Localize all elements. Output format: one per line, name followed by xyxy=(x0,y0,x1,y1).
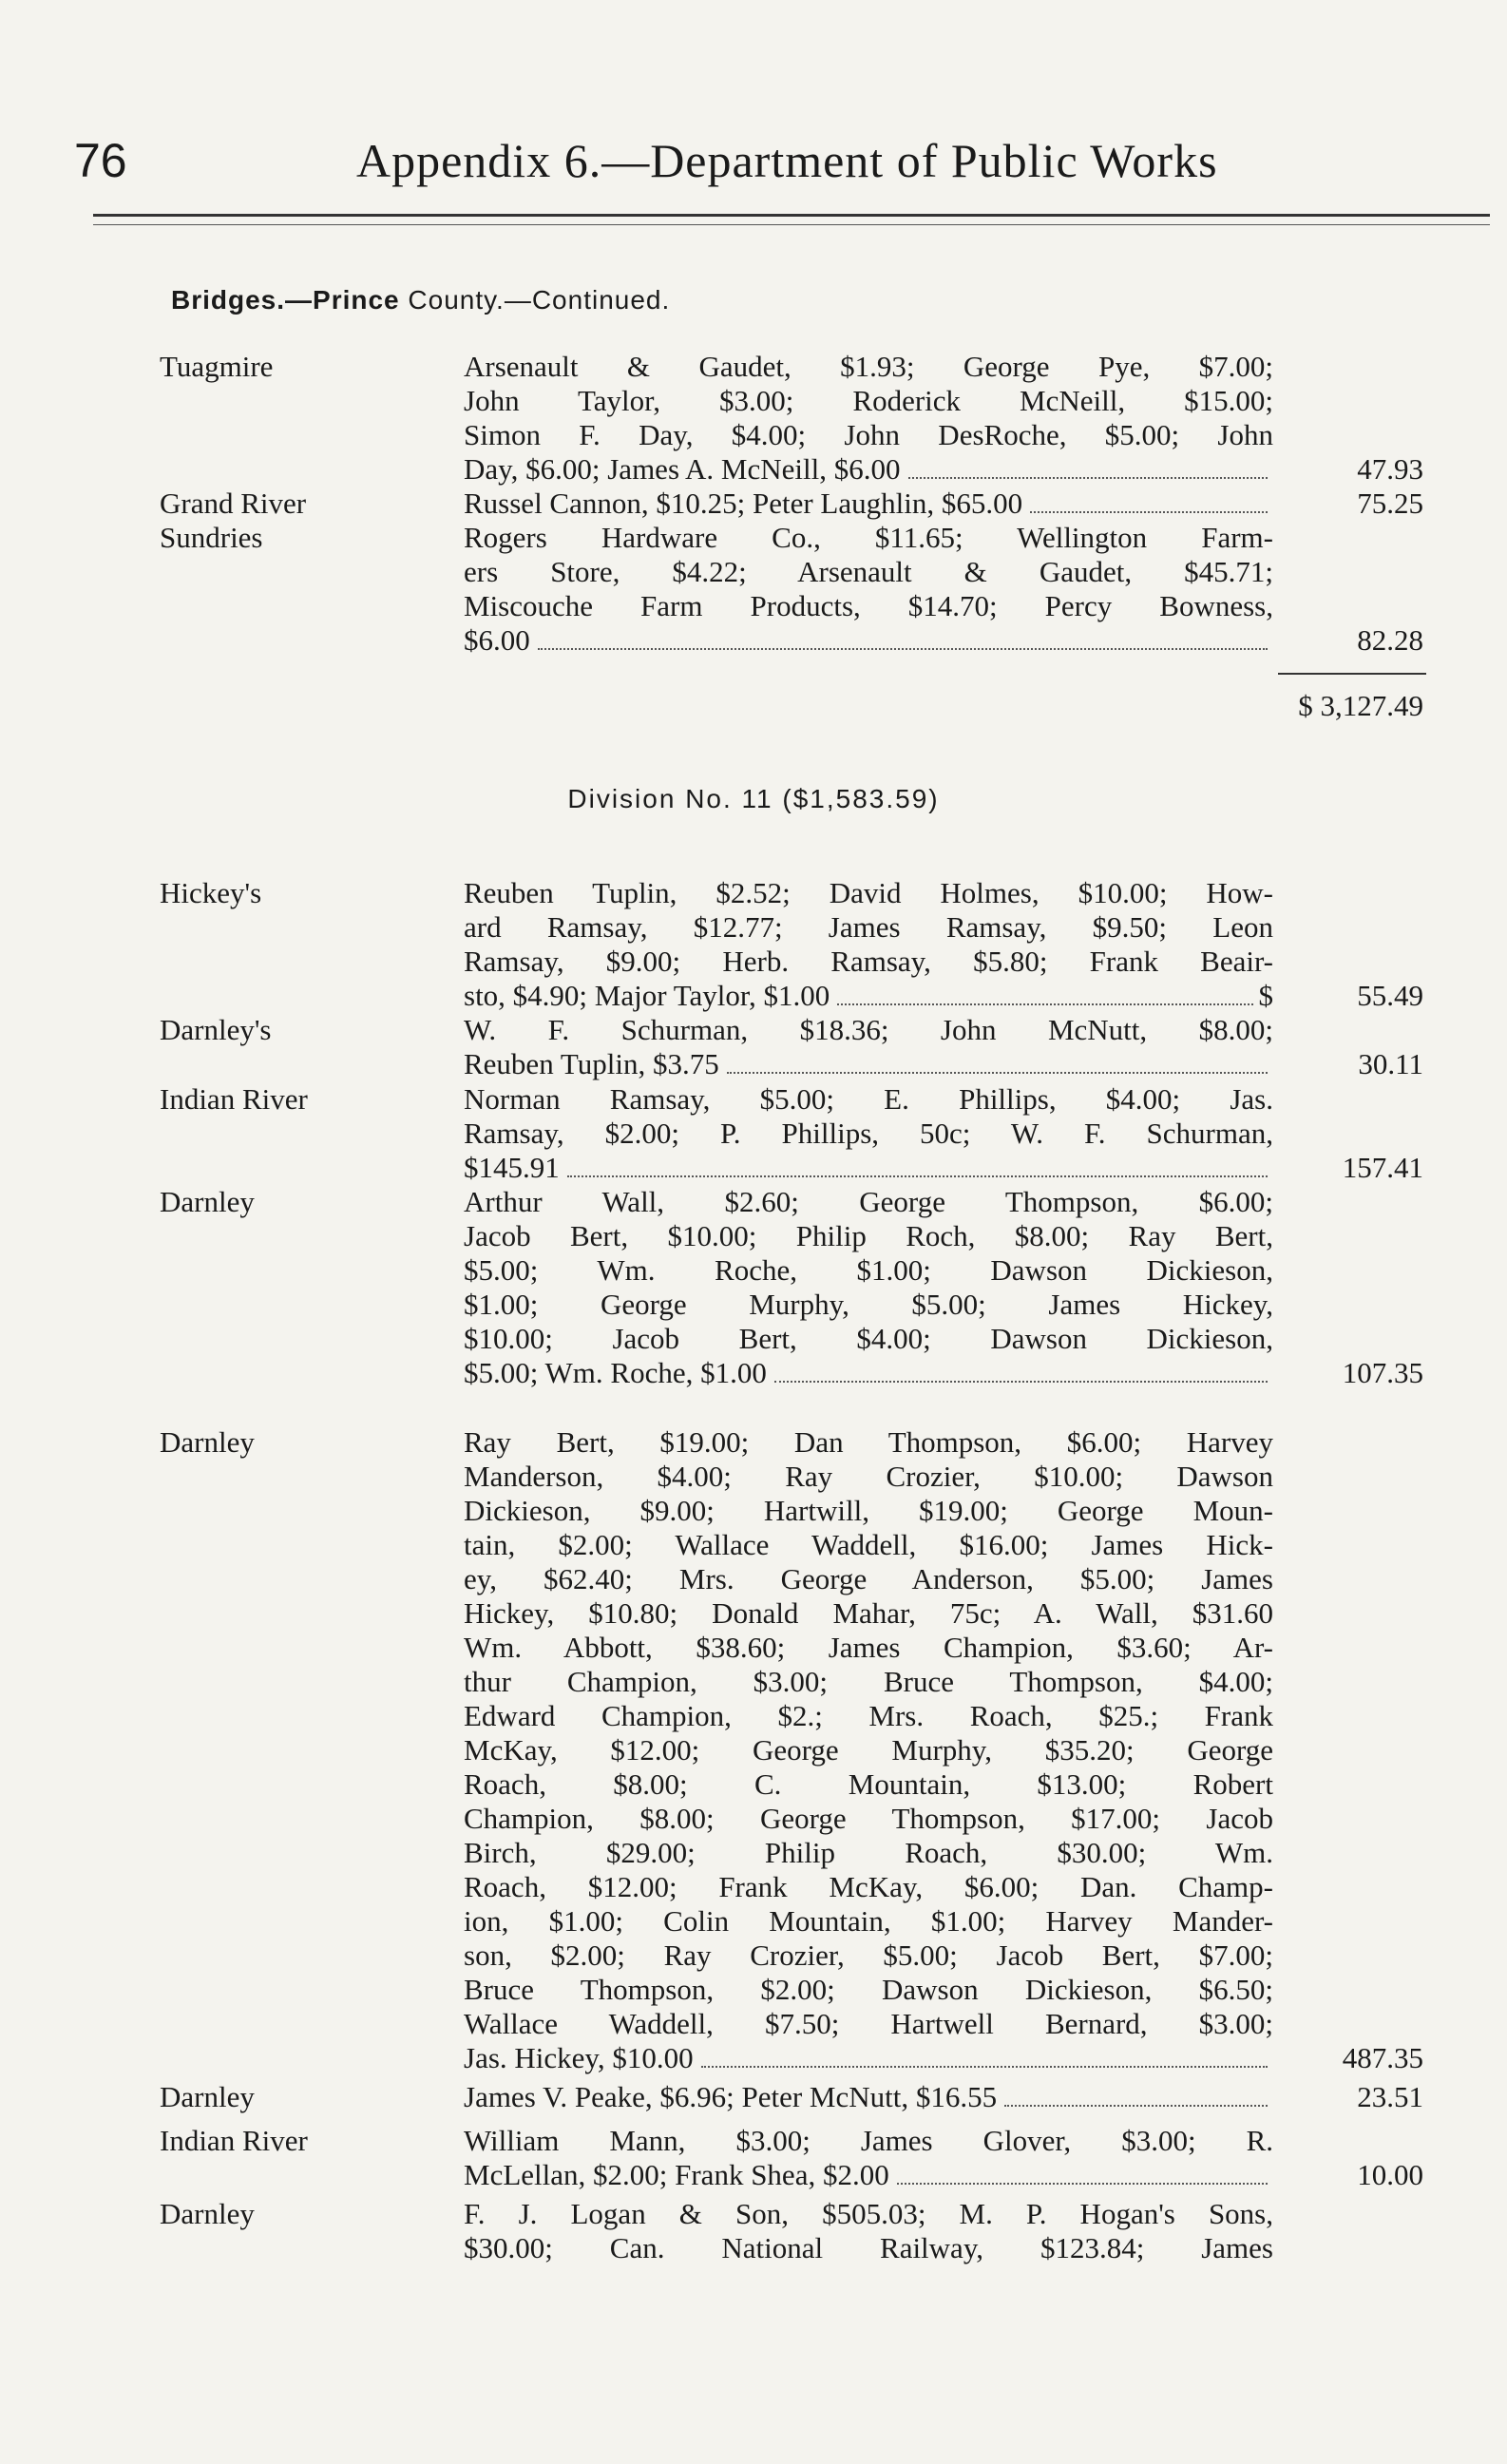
last-line-text: Russel Cannon, $10.25; Peter Laughlin, $65.00 xyxy=(464,487,1023,520)
last-line-text: $5.00; Wm. Roche, $1.00 xyxy=(464,1356,767,1389)
description-line: $5.00; Wm. Roche, $1.00; Dawson Dickieson, xyxy=(464,1253,1273,1287)
last-line-text: Reuben Tuplin, $3.75 xyxy=(464,1047,719,1080)
entry-description xyxy=(464,350,1273,487)
entry-amount: 55.49 xyxy=(1357,979,1423,1012)
description-last-line xyxy=(464,2041,1273,2075)
dot-leader xyxy=(727,1072,1268,1074)
page-header xyxy=(74,124,1319,200)
entry-description xyxy=(464,2080,1273,2114)
entry-place: Tuagmire xyxy=(160,350,274,383)
description-line: tain, $2.00; Wallace Waddell, $16.00; James Hick- xyxy=(464,1528,1273,1561)
dot-leader xyxy=(774,1381,1268,1383)
entry-description xyxy=(464,876,1273,1013)
description-line: Jacob Bert, $10.00; Philip Roch, $8.00; Ray Bert, xyxy=(464,1219,1273,1252)
description-last-line xyxy=(464,2080,1273,2114)
description-last-line xyxy=(464,979,1273,1013)
description-line: Hickey, $10.80; Donald Mahar, 75c; A. Wall, $31.60 xyxy=(464,1596,1273,1630)
entry-place: Darnley xyxy=(160,1425,255,1459)
entry-place: Hickey's xyxy=(160,876,262,909)
description-last-line xyxy=(464,623,1273,658)
dot-leader xyxy=(837,1003,1252,1005)
description-line: William Mann, $3.00; James Glover, $3.00; R. xyxy=(464,2124,1273,2157)
dot-leader xyxy=(908,477,1269,479)
description-line: Reuben Tuplin, $2.52; David Holmes, $10.00; How- xyxy=(464,876,1273,909)
entry-amount: 487.35 xyxy=(1342,2041,1423,2074)
entry-description xyxy=(464,1425,1273,2075)
description-line: Champion, $8.00; George Thompson, $17.00; Jacob xyxy=(464,1802,1273,1835)
entry-description xyxy=(464,487,1273,521)
description-line: Edward Champion, $2.; Mrs. Roach, $25.; Frank xyxy=(464,1699,1273,1732)
description-line: son, $2.00; Ray Crozier, $5.00; Jacob Bert, $7.00; xyxy=(464,1939,1273,1972)
description-last-line xyxy=(464,452,1273,487)
description-line: Arthur Wall, $2.60; George Thompson, $6.00; xyxy=(464,1185,1273,1218)
description-line: Ramsay, $2.00; P. Phillips, 50c; W. F. Schurman, xyxy=(464,1117,1273,1150)
description-line: F. J. Logan & Son, $505.03; M. P. Hogan's Sons, xyxy=(464,2197,1273,2230)
entry-amount: 75.25 xyxy=(1357,487,1423,520)
entry-description xyxy=(464,1082,1273,1185)
last-line-text: sto, $4.90; Major Taylor, $1.00 xyxy=(464,979,830,1012)
description-line: Miscouche Farm Products, $14.70; Percy Bowness, xyxy=(464,589,1273,622)
description-line: Wallace Waddell, $7.50; Hartwell Bernard, $3.00; xyxy=(464,2007,1273,2040)
entry-amount: 30.11 xyxy=(1358,1047,1423,1080)
entry-amount: 23.51 xyxy=(1357,2080,1423,2113)
description-line: Arsenault & Gaudet, $1.93; George Pye, $7.00; xyxy=(464,350,1273,383)
description-last-line xyxy=(464,1356,1273,1390)
description-last-line xyxy=(464,1151,1273,1185)
description-last-line xyxy=(464,487,1273,521)
sum-rule xyxy=(1278,673,1426,675)
entry-place: Darnley xyxy=(160,2080,255,2113)
description-line: Bruce Thompson, $2.00; Dawson Dickieson, $6.50; xyxy=(464,1973,1273,2006)
description-line: W. F. Schurman, $18.36; John McNutt, $8.00; xyxy=(464,1013,1273,1046)
entry-place: Grand River xyxy=(160,487,307,520)
description-line: ey, $62.40; Mrs. George Anderson, $5.00; James xyxy=(464,1562,1273,1595)
section-title-rest: County.—Continued. xyxy=(399,285,671,315)
description-line: Norman Ramsay, $5.00; E. Phillips, $4.00; Jas. xyxy=(464,1082,1273,1116)
division-title: Division No. 11 ($1,583.59) xyxy=(567,784,940,813)
description-line: ard Ramsay, $12.77; James Ramsay, $9.50; Leon xyxy=(464,910,1273,944)
last-line-text: $145.91 xyxy=(464,1151,560,1184)
last-line-text: Day, $6.00; James A. McNeill, $6.00 xyxy=(464,452,901,486)
entry-place: Indian River xyxy=(160,2124,308,2157)
header-rule xyxy=(93,214,1490,217)
description-line: thur Champion, $3.00; Bruce Thompson, $4.00; xyxy=(464,1665,1273,1698)
description-line: ers Store, $4.22; Arsenault & Gaudet, $45.71; xyxy=(464,555,1273,588)
entry-description xyxy=(464,2124,1273,2192)
section-title xyxy=(171,285,670,315)
dollar-symbol: $ xyxy=(1258,979,1273,1012)
description-line: $30.00; Can. National Railway, $123.84; James xyxy=(464,2231,1273,2264)
header-rule-thin xyxy=(93,224,1490,225)
last-line-text: $6.00 xyxy=(464,623,530,657)
description-line: Ramsay, $9.00; Herb. Ramsay, $5.80; Frank Beair- xyxy=(464,945,1273,978)
dot-leader xyxy=(1030,511,1268,513)
last-line-text: Jas. Hickey, $10.00 xyxy=(464,2041,694,2074)
dot-leader xyxy=(1004,2105,1268,2107)
description-line: John Taylor, $3.00; Roderick McNeill, $15.00; xyxy=(464,384,1273,417)
dot-leader xyxy=(538,648,1268,650)
description-line: Ray Bert, $19.00; Dan Thompson, $6.00; Harvey xyxy=(464,1425,1273,1459)
description-line: $10.00; Jacob Bert, $4.00; Dawson Dickieson, xyxy=(464,1322,1273,1355)
entry-place: Indian River xyxy=(160,1082,308,1116)
description-line: Roach, $12.00; Frank McKay, $6.00; Dan. Champ- xyxy=(464,1870,1273,1903)
entry-amount: 10.00 xyxy=(1357,2158,1423,2191)
dot-leader xyxy=(897,2183,1268,2185)
last-line-text: McLellan, $2.00; Frank Shea, $2.00 xyxy=(464,2158,889,2191)
entry-amount: 157.41 xyxy=(1342,1151,1423,1184)
section-title-bold: Bridges.—Prince xyxy=(171,285,400,315)
section-total: $ 3,127.49 xyxy=(1298,689,1423,722)
entry-place: Darnley xyxy=(160,1185,255,1218)
entry-amount: 47.93 xyxy=(1357,452,1423,486)
description-line: $1.00; George Murphy, $5.00; James Hickey, xyxy=(464,1288,1273,1321)
description-last-line xyxy=(464,1047,1273,1081)
description-line: Rogers Hardware Co., $11.65; Wellington Farm- xyxy=(464,521,1273,554)
description-line: Birch, $29.00; Philip Roach, $30.00; Wm. xyxy=(464,1836,1273,1869)
entry-description xyxy=(464,1013,1273,1081)
last-line-text: James V. Peake, $6.96; Peter McNutt, $16.55 xyxy=(464,2080,998,2113)
page-number: 76 xyxy=(74,134,127,187)
entry-place: Sundries xyxy=(160,521,263,554)
description-line: Manderson, $4.00; Ray Crozier, $10.00; Dawson xyxy=(464,1460,1273,1493)
dot-leader xyxy=(567,1175,1268,1177)
dot-leader xyxy=(701,2066,1268,2068)
entry-place: Darnley xyxy=(160,2197,255,2230)
entry-description xyxy=(464,2197,1273,2265)
description-line: Wm. Abbott, $38.60; James Champion, $3.60; Ar- xyxy=(464,1631,1273,1664)
description-line: ion, $1.00; Colin Mountain, $1.00; Harvey Mander- xyxy=(464,1904,1273,1938)
description-line: Simon F. Day, $4.00; John DesRoche, $5.00; John xyxy=(464,418,1273,451)
entry-description xyxy=(464,521,1273,658)
description-last-line xyxy=(464,2158,1273,2192)
running-head: Appendix 6.—Department of Public Works xyxy=(356,134,1218,187)
entry-amount: 107.35 xyxy=(1342,1356,1423,1389)
description-line: Dickieson, $9.00; Hartwill, $19.00; George Moun- xyxy=(464,1494,1273,1527)
description-line: McKay, $12.00; George Murphy, $35.20; George xyxy=(464,1733,1273,1767)
entry-description xyxy=(464,1185,1273,1390)
description-line: Roach, $8.00; C. Mountain, $13.00; Robert xyxy=(464,1767,1273,1801)
entry-place: Darnley's xyxy=(160,1013,272,1046)
entry-amount: 82.28 xyxy=(1357,623,1423,657)
